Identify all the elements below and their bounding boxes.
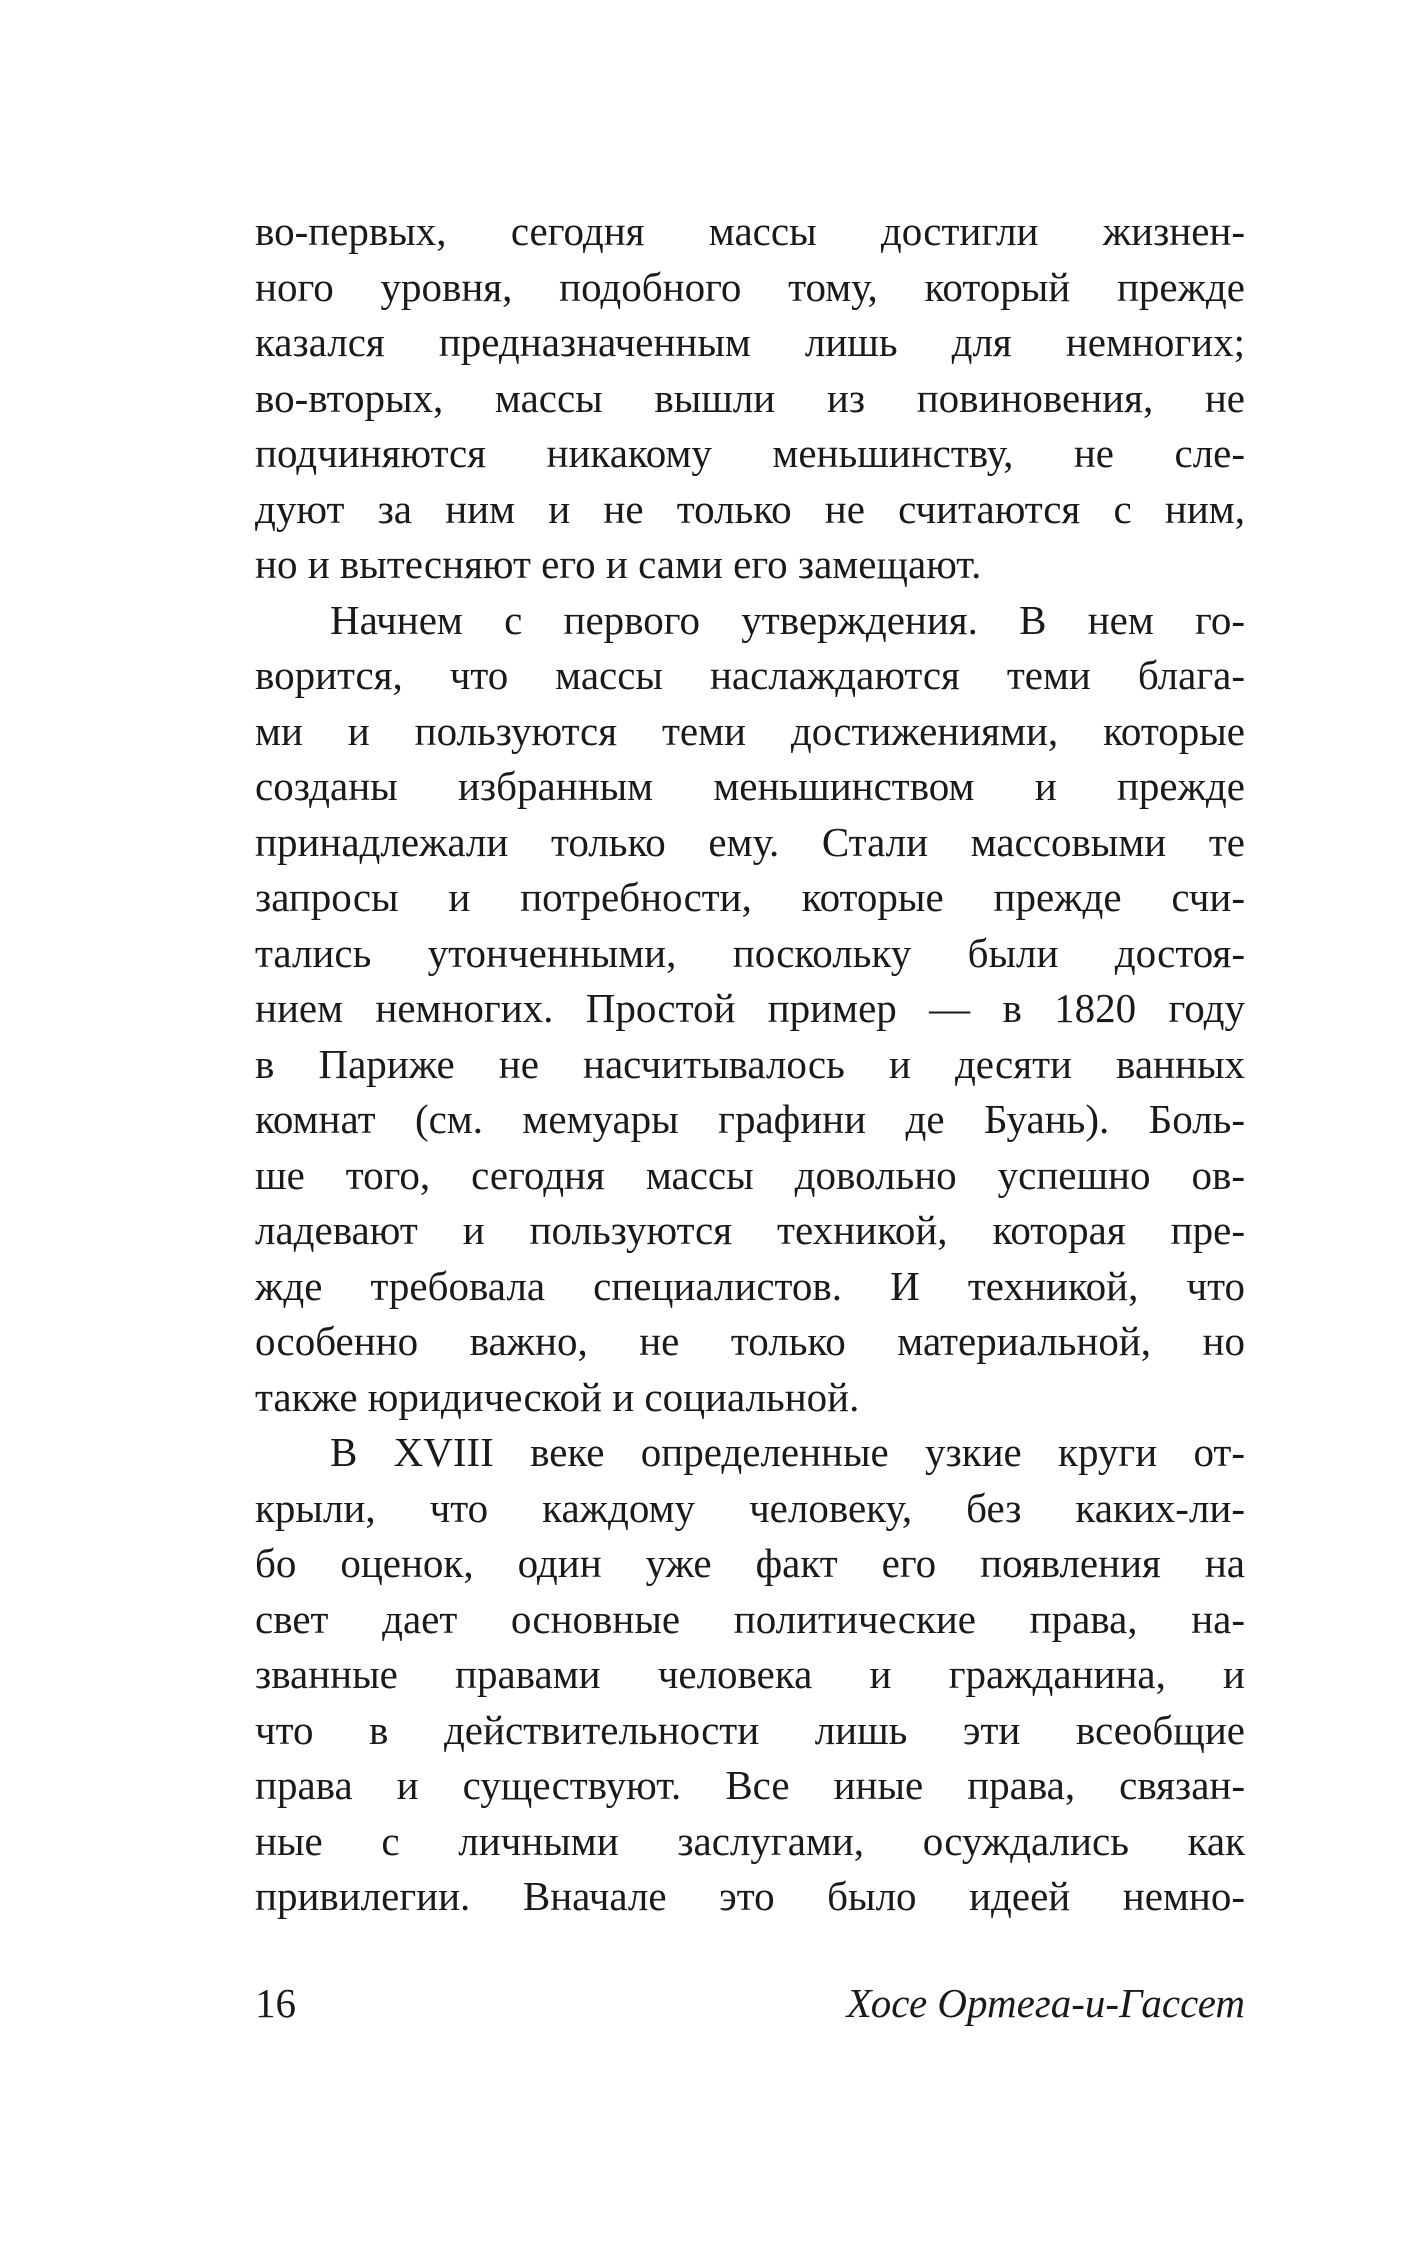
- text-line: в Париже не насчитывалось и десяти ванных: [255, 1040, 1245, 1087]
- text-line: жде требовала специалистов. И техникой, что: [255, 1262, 1245, 1309]
- text-line: ворится, что массы наслаждаются теми блага-: [255, 652, 1245, 698]
- text-line: крыли, что каждому человеку, без каких-ли-: [255, 1484, 1245, 1531]
- text-line: свет дает основные политические права, на-: [255, 1595, 1245, 1642]
- text-line: права и существуют. Все иные права, связан-: [255, 1762, 1245, 1808]
- text-line: особенно важно, не только материальной, но: [255, 1318, 1245, 1364]
- text-line: ладевают и пользуются техникой, которая пре-: [255, 1207, 1245, 1253]
- paragraph-2: [255, 593, 1245, 1426]
- text-line: ми и пользуются теми достижениями, которые: [255, 707, 1245, 754]
- text-line: В XVIII веке определенные узкие круги от-: [330, 1429, 1245, 1475]
- paragraph-1: [255, 204, 1245, 593]
- text-line: привилегии. Вначале это было идеей немно-: [255, 1873, 1245, 1919]
- text-line: во-вторых, массы вышли из повиновения, не: [255, 374, 1245, 421]
- text-line: Начнем с первого утверждения. В нем го-: [330, 596, 1245, 643]
- text-line: принадлежали только ему. Стали массовыми те: [255, 818, 1245, 865]
- text-line: тались утонченными, поскольку были достоя-: [255, 929, 1245, 976]
- text-line: ного уровня, подобного тому, который прежде: [255, 263, 1245, 310]
- text-line: ше того, сегодня массы довольно успешно ов-: [255, 1151, 1245, 1198]
- text-line: бо оценок, один уже факт его появления на: [255, 1540, 1245, 1586]
- text-line: подчиняются никакому меньшинству, не сле-: [255, 430, 1245, 476]
- text-line: что в действительности лишь эти всеобщие: [255, 1706, 1245, 1753]
- text-line: дуют за ним и не только не считаются с ним,: [255, 485, 1245, 532]
- text-line: во-первых, сегодня массы достигли жизнен-: [255, 208, 1245, 254]
- text-line: также юридической и социальной.: [255, 1373, 860, 1420]
- running-title: Хосе Ортега-и-Гассет: [846, 1980, 1245, 2026]
- text-line: званные правами человека и гражданина, и: [255, 1651, 1245, 1697]
- text-line: созданы избранным меньшинством и прежде: [255, 763, 1245, 809]
- text-line: запросы и потребности, которые прежде счи-: [255, 874, 1245, 920]
- text-line: но и вытесняют его и сами его замещают.: [255, 541, 982, 587]
- body-text: [255, 204, 1245, 1925]
- text-line: комнат (см. мемуары графини де Буань). Боль-: [255, 1096, 1245, 1142]
- text-line: казался предназначенным лишь для немногих;: [255, 319, 1245, 365]
- text-line: ные с личными заслугами, осуждались как: [255, 1817, 1245, 1864]
- page-number: 16: [255, 1980, 296, 2026]
- text-line: нием немногих. Простой пример — в 1820 году: [255, 985, 1245, 1031]
- paragraph-3: [255, 1425, 1245, 1925]
